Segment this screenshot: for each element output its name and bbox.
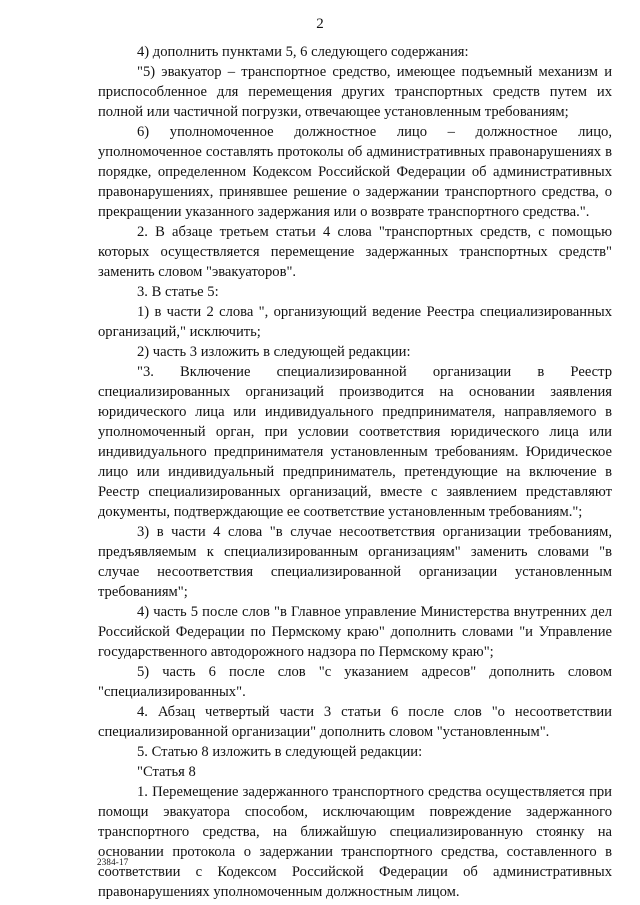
paragraph-point-5: 5. Статью 8 изложить в следующей редакции: [137, 744, 423, 760]
paragraph-item-4: 4) дополнить пунктами 5, 6 следующего содержания: [137, 44, 469, 60]
paragraph-part-3-text: "3. Включение специализированной организации в Реестр специализированных организаций производится на основании заявления юридического лица или индивидуального предпринимателя, направляемого в уполномоченный орган, при условии соответствия юридического лица или индивидуального предпринимателя установленным требованиям. Юридическое лицо или индивидуальный предприниматель, претендующие на включение в Реестр специализированных организаций, вместе с заявлением представляют документы, подтверждающие ее соответствие установленным требованиям."; [98, 364, 612, 520]
paragraph-subpoint-1: 1) в части 2 слова ", организующий ведение Реестра специализированных организаций," исключить; [98, 304, 612, 340]
page-number: 2 [316, 16, 324, 32]
article-8-heading: "Статья 8 [137, 764, 196, 780]
paragraph-subpoint-4: 4) часть 5 после слов "в Главное управление Министерства внутренних дел Российской Федерации по Пермскому краю" дополнить словами "и Управление государственного автодорожного надзора по Пермскому краю"; [98, 604, 612, 660]
paragraph-point-4: 4. Абзац четвертый части 3 статьи 6 после слов "о несоответствии специализированной организации" дополнить словом "установленным". [98, 704, 612, 740]
paragraph-article-8-part-1: 1. Перемещение задержанного транспортного средства осуществляется при помощи эвакуатора способом, исключающим повреждение задержанного транспортного средства, на ближайшую специализированную стоянку на основании протокола о задержании транспортного средства, составленного в соответствии с Кодексом Российской Федерации об административных правонарушениях уполномоченным должностным лицом. [98, 784, 612, 900]
paragraph-definition-official: 6) уполномоченное должностное лицо – должностное лицо, уполномоченное составлять протоколы об административных правонарушениях в порядке, определенном Кодексом Российской Федерации об административных правонарушениях, принявшее решение о задержании транспортного средства, о прекращении указанного задержания или о возврате транспортного средства.". [98, 124, 612, 220]
paragraph-definition-evacuator: "5) эвакуатор – транспортное средство, имеющее подъемный механизм и приспособленное для перемещения других транспортных средств путем их полной или частичной погрузки, отвечающее установленным требованиям; [98, 64, 612, 120]
paragraph-subpoint-2: 2) часть 3 изложить в следующей редакции: [137, 344, 411, 360]
paragraph-point-2: 2. В абзаце третьем статьи 4 слова "транспортных средств, с помощью которых осуществляется перемещение задержанных транспортных средств" заменить словом "эвакуаторов". [98, 224, 612, 280]
paragraph-point-3: 3. В статье 5: [137, 284, 219, 300]
paragraph-subpoint-5: 5) часть 6 после слов "с указанием адресов" дополнить словом "специализированных". [98, 664, 612, 700]
document-code: 2384-17 [97, 857, 129, 867]
paragraph-subpoint-3: 3) в части 4 слова "в случае несоответствия организации требованиям, предъявляемым к специализированным организациям" заменить словами "в случае несоответствия специализированной организации установленным требованиям"; [98, 524, 612, 600]
document-body [98, 42, 612, 902]
